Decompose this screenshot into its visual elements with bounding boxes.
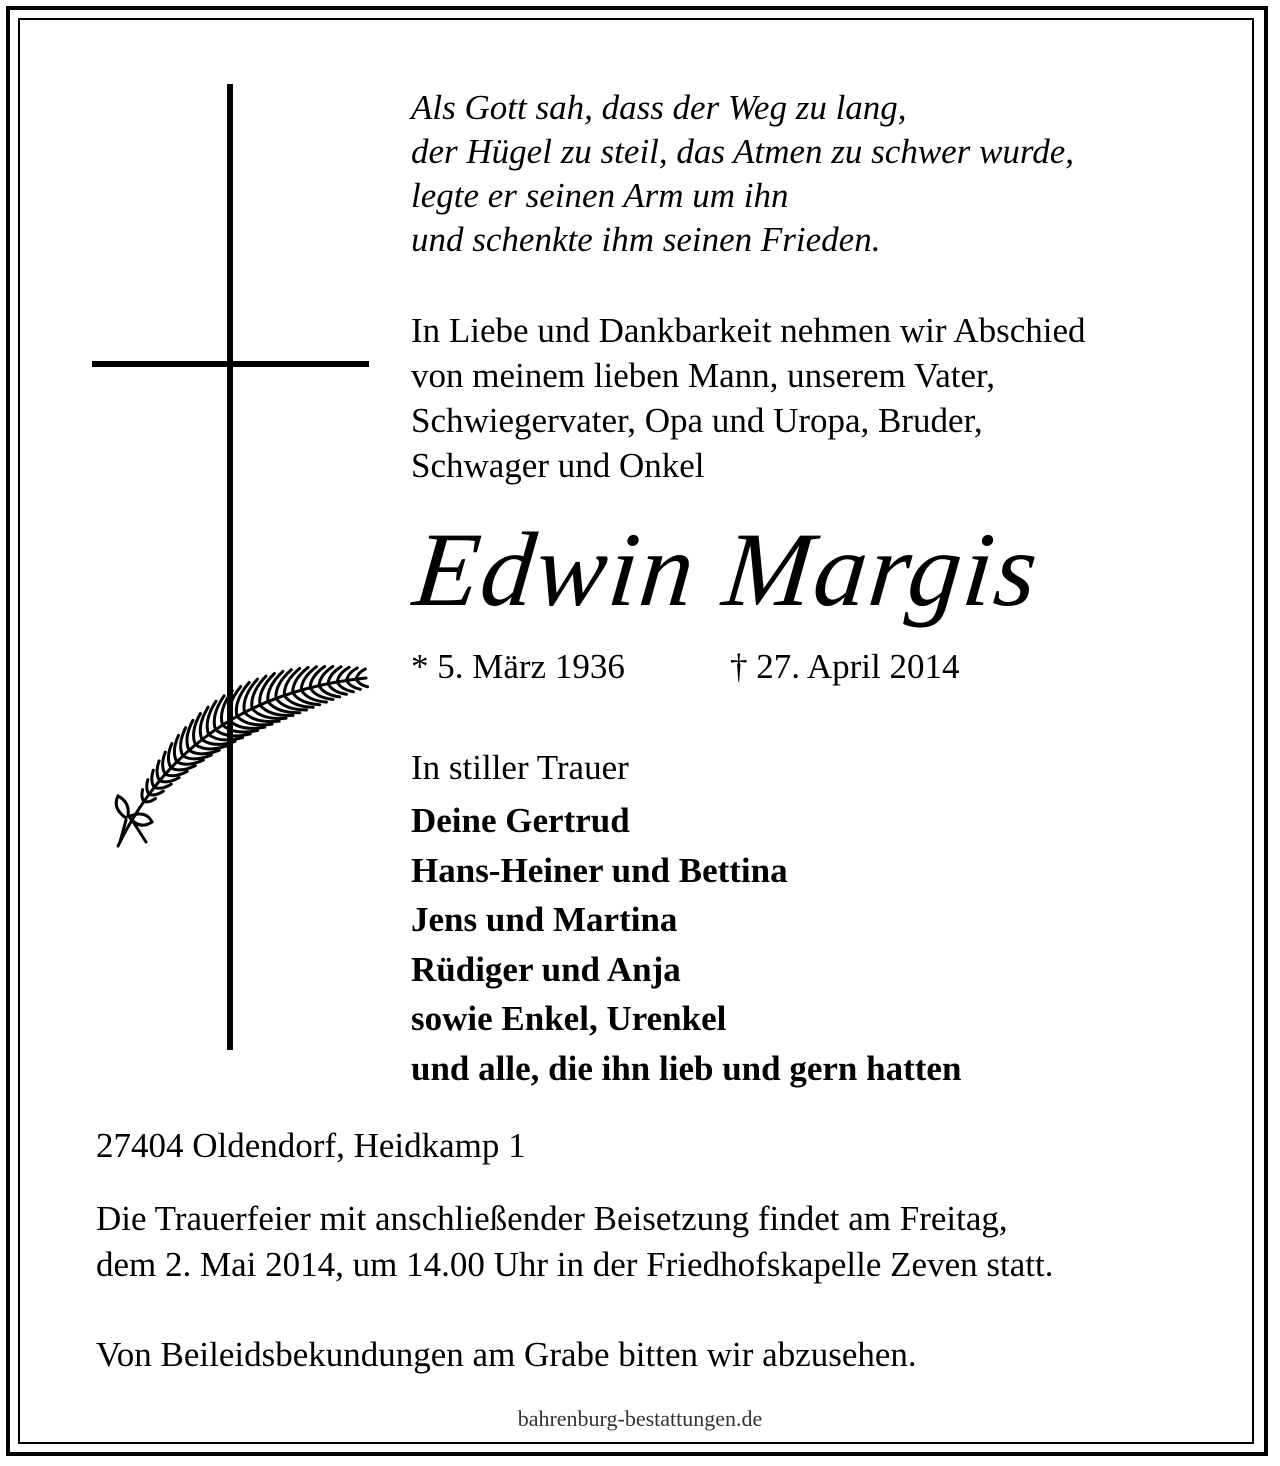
poem [411,86,1074,262]
birth-date: * 5. März 1936 [411,647,625,686]
poem-line: legte er seinen Arm um ihn [411,176,789,215]
condolence-note: Von Beileidsbekundungen am Grabe bitten wir abzusehen. [96,1335,917,1374]
death-date: † 27. April 2014 [730,647,960,686]
poem-line: der Hügel zu steil, das Atmen zu schwer wurde, [411,132,1075,171]
footer-website: bahrenburg-bestattungen.de [517,1406,763,1431]
deceased-name: Edwin Margis [408,511,1045,628]
ceremony-info [96,1196,1053,1288]
ceremony-line: Die Trauerfeier mit anschließender Beisetzung findet am Freitag, [96,1199,1008,1238]
mourners-list [411,796,961,1094]
farewell-line: Schwager und Onkel [411,446,705,485]
mourner-name: Deine Gertrud [411,801,630,840]
poem-line: und schenkte ihm seinen Frieden. [411,220,881,259]
address: 27404 Oldendorf, Heidkamp 1 [96,1126,526,1165]
mourner-name: Hans-Heiner und Bettina [411,850,788,890]
farewell-line: In Liebe und Dankbarkeit nehmen wir Abschied [411,311,1086,350]
mourner-name: Rüdiger und Anja [411,949,681,989]
ceremony-line: dem 2. Mai 2014, um 14.00 Uhr in der Friedhofskapelle Zeven statt. [96,1245,1054,1284]
farewell-line: Schwiegervater, Opa und Uropa, Bruder, [411,401,983,440]
farewell-line: von meinem lieben Mann, unserem Vater, [411,356,996,395]
mourning-intro: In stiller Trauer [411,748,629,787]
palm-frond-icon [96,656,372,866]
poem-line: Als Gott sah, dass der Weg zu lang, [411,88,907,127]
mourner-name: Jens und Martina [411,900,678,940]
cross-bar [92,361,369,367]
mourner-name: sowie Enkel, Urenkel [411,999,727,1039]
farewell-text [411,308,1086,488]
mourner-name: und alle, die ihn lieb und gern hatten [411,1048,962,1088]
cross-icon [227,84,233,1050]
